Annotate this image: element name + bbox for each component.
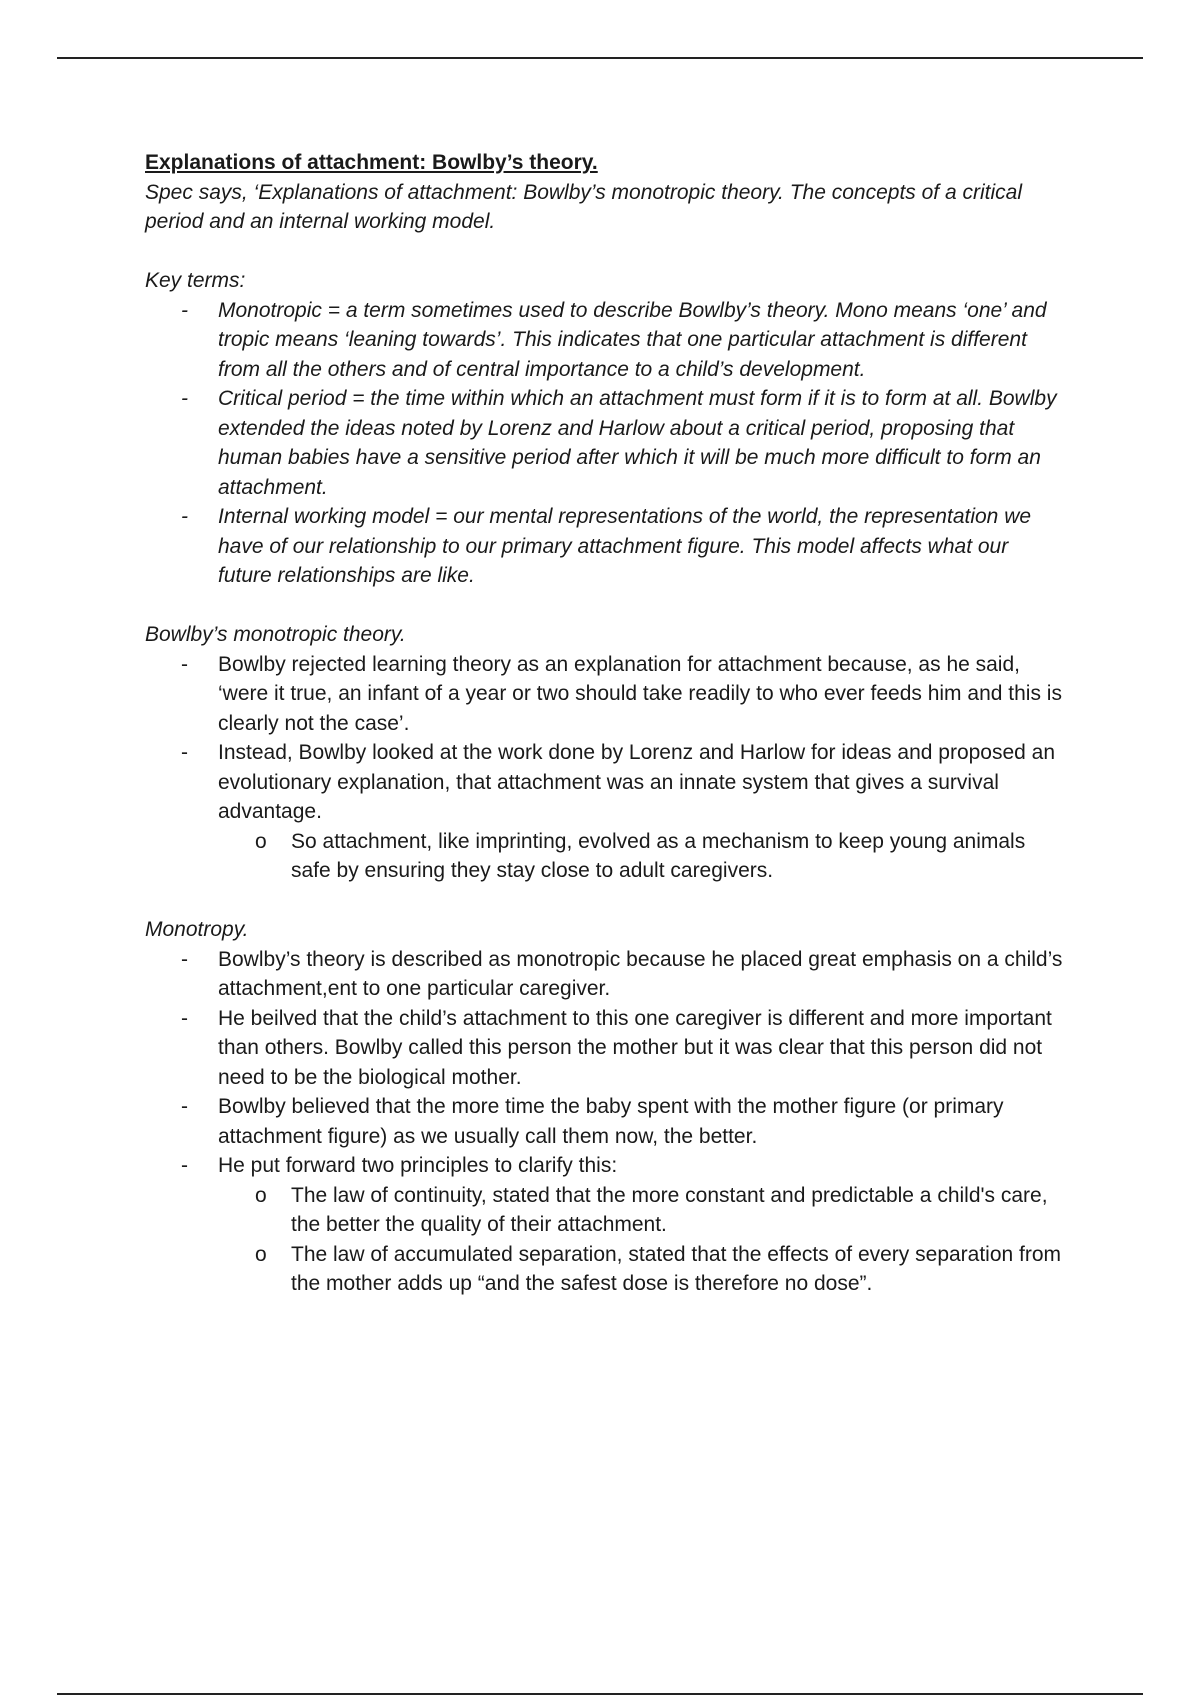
list-item-text: He beilved that the child’s attachment to this one caregiver is different and more important than others. Bowlby called this person the mother but it was clear that this person did not need to be the biological mother. [218,1006,1052,1089]
dash-bullet: - [181,1095,188,1118]
list-item [181,502,1065,591]
sub-list-item-text: The law of accumulated separation, stated that the effects of every separation from the mother adds up “and the safest dose is therefore no dose”. [291,1242,1062,1295]
header-rule [57,57,1143,59]
key-term-monotropic: Monotropic = a term sometimes used to describe Bowlby’s theory. Mono means ‘one’ and tropic means ‘leaning towards’. This indicates that one particular attachment is different from all the others and of central importance to a child’s development. [218,298,1047,381]
key-term-internal-working-model: Internal working model = our mental representations of the world, the representation we have of our relationship to our primary attachment figure. This model affects what our future relationships are like. [218,505,1032,587]
dash-bullet: - [181,652,188,676]
list-item [181,1092,1065,1151]
spacer [145,886,1065,916]
spec-text: Spec says, ‘Explanations of attachment: Bowlby’s monotropic theory. The concepts of a critical period and an internal working model. [145,180,1022,233]
list-item [181,650,1065,739]
dash-bullet: - [181,298,188,322]
sub-list-item-text: The law of continuity, stated that the more constant and predictable a child's care, the better the quality of their attachment. [291,1183,1048,1236]
dash-bullet: - [181,1154,188,1177]
sub-list-item [255,1181,1065,1240]
list-item [181,945,1065,1004]
dash-bullet: - [181,741,188,764]
list-item-text: Bowlby’s theory is described as monotropic because he placed great emphasis on a child’s attachment,ent to one particular caregiver. [218,947,1063,1000]
sub-list-item [255,1240,1065,1299]
monotropy-list [145,945,1065,1299]
list-item [181,1151,1065,1299]
list-item [181,384,1065,502]
dash-bullet: - [181,505,188,528]
monotropic-theory-list [145,650,1065,886]
circle-bullet: o [255,829,267,853]
list-item-text: Instead, Bowlby looked at the work done by Lorenz and Harlow for ideas and proposed an evolutionary explanation, that attachment was an innate system that gives a survival advantage. [218,741,1056,823]
circle-bullet: o [255,1183,267,1207]
sub-list-item-text: So attachment, like imprinting, evolved as a mechanism to keep young animals safe by ensuring they stay close to adult caregivers. [291,829,1026,882]
sub-list [218,827,1065,886]
dash-bullet: - [181,947,188,971]
monotropic-theory-heading: Bowlby’s monotropic theory. [145,623,406,646]
sub-list-item [255,827,1065,886]
key-terms-heading: Key terms: [145,269,246,292]
list-item [181,1004,1065,1093]
footer-rule [57,1693,1143,1695]
document-body [145,148,1065,1299]
key-terms-list [145,296,1065,591]
list-item-text: Bowlby believed that the more time the baby spent with the mother figure (or primary attachment figure) as we usually call them now, the better. [218,1095,1004,1148]
document-title: Explanations of attachment: Bowlby’s theory. [145,151,598,174]
spacer [145,591,1065,621]
key-term-critical-period: Critical period = the time within which an attachment must form if it is to form at all. Bowlby extended the ideas noted by Lorenz and Harlow about a critical period, proposing that human babies have a sensitive period after which it will be much more difficult to form an attachment. [218,387,1057,499]
list-item-text: Bowlby rejected learning theory as an explanation for attachment because, as he said, ‘were it true, an infant of a year or two should take readily to who ever feeds him and this is clearly not the case’. [218,652,1062,735]
circle-bullet: o [255,1242,267,1266]
spacer [145,237,1065,267]
monotropy-heading: Monotropy. [145,918,249,941]
list-item [181,738,1065,886]
list-item [181,296,1065,385]
dash-bullet: - [181,1006,188,1030]
list-item-text: He put forward two principles to clarify this: [218,1154,618,1177]
sub-list [218,1181,1065,1299]
dash-bullet: - [181,387,188,410]
